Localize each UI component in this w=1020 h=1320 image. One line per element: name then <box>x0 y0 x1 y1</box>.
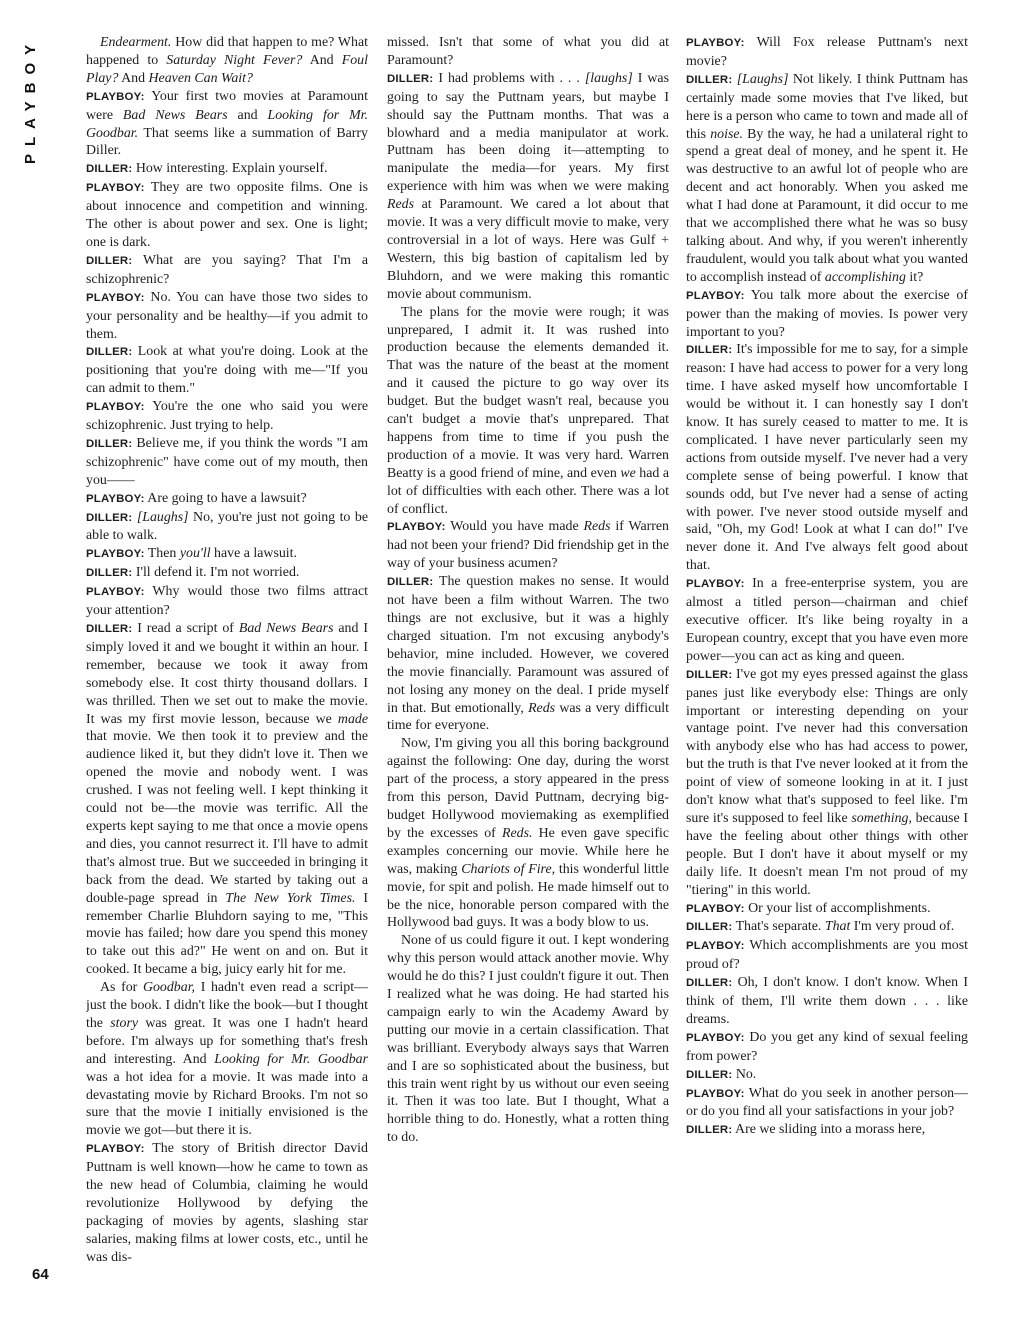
italic-run: Endearment. <box>100 35 172 50</box>
text-run: How did that happen to me? What happened to <box>86 35 368 68</box>
qa-paragraph <box>86 398 368 435</box>
qa-paragraph <box>86 583 368 620</box>
text-run: And <box>118 70 149 86</box>
speaker-subject: DILLER: <box>86 254 133 267</box>
text-run: was great. It was one I hadn't heard before. I'm always up for something that's fresh and interesting. And <box>86 1015 368 1067</box>
qa-paragraph <box>686 341 968 575</box>
speaker-subject: DILLER: <box>686 1124 733 1137</box>
speaker-subject: DILLER: <box>686 668 733 681</box>
qa-paragraph <box>686 974 968 1029</box>
speaker-interviewer: PLAYBOY: <box>86 548 145 561</box>
text-run: The story of British director David Puttnam is well known—how he came to town as the new head of Columbia, claiming he would revolutionize Hollywood by defying the packaging of movies by agents, slashing star salaries, making films at lower costs, etc., until he was dis- <box>86 1141 368 1265</box>
qa-paragraph <box>86 564 368 583</box>
body-paragraph <box>387 304 669 519</box>
speaker-interviewer: PLAYBOY: <box>686 902 745 915</box>
italic-run: we <box>620 465 636 481</box>
italic-run: Reds <box>528 700 556 716</box>
italic-run: Reds <box>583 519 611 535</box>
text-run: Do you get any kind of sexual feeling from power? <box>686 1029 968 1064</box>
text-run: because I have the feeling about other things with other people. But I don't have it about myself or my daily life. It doesn't mean I'm not proud of my "tiering" in this world. <box>686 810 968 898</box>
text-run: had a lot of difficulties with each other. There was a lot of conflict. <box>387 465 669 517</box>
text-run: it? <box>905 269 924 285</box>
text-column-1 <box>86 34 368 1284</box>
text-run: Would you have made <box>450 519 584 535</box>
text-run: and <box>227 107 268 123</box>
text-run: Look at what you're doing. Look at the positioning that you're doing with me—"If you can admit to them." <box>86 344 368 397</box>
speaker-interviewer: PLAYBOY: <box>86 90 145 103</box>
text-run: That seems like a summation of Barry Diller. <box>86 125 368 159</box>
italic-run: Saturday Night Fever? <box>166 52 303 68</box>
text-run: You talk more about the exercise of power than the making of movies. Is power very important to you? <box>686 287 968 340</box>
text-run: No. <box>735 1066 757 1082</box>
text-run: missed. Isn't that some of what you did at Paramount? <box>387 35 669 68</box>
speaker-subject: DILLER: <box>686 1068 733 1081</box>
speaker-subject: DILLER: <box>686 344 733 357</box>
qa-paragraph <box>686 575 968 666</box>
speaker-subject: DILLER: <box>86 567 133 580</box>
text-run: I'll defend it. I'm not worried. <box>135 565 300 581</box>
text-column-2 <box>387 34 669 1284</box>
speaker-interviewer: PLAYBOY: <box>86 291 145 304</box>
text-run: I remember Charlie Bluhdorn saying to me, "This movie has failed; how dare you spend this money to take out this ad?" He went on and on. But it cooked. It became a big, juicy early hit for me. <box>86 890 368 978</box>
text-run: How interesting. Explain yourself. <box>135 161 328 177</box>
text-run: I've got my eyes pressed against the glass panes just like everybody else: Things are only important or interesting depending on your vantage point. I've never had this conversation with anybody else who has had access to power, but the truth is that I've never looked at it from the point of view of someone looking in at it. I just don't know what that's supposed to feel like. I'm sure it's supposed to feel like <box>686 666 968 826</box>
qa-paragraph <box>86 289 368 344</box>
text-run: that movie. We then took it to preview and the audience liked it, but they didn't love it. Then we opened the movie and nobody went. I was crushed. I was not feeling well. I kept thinking it could not be—the movie was terrific. All the experts kept saying to me that once a movie opens and dies, you cannot resurrect it. I'll have to admit that's almost true. But we succeeded in bringing it back from the dead. We started by taking out a double-page spread in <box>86 729 368 906</box>
text-run: I'm very proud of. <box>850 919 955 935</box>
text-run: The plans for the movie were rough; it was unprepared, I admit it. It was rushed into production because the elements demanded it. That was the nature of the beast at the moment and it caused the picture to go way over its budget. But the budget wasn't real, because you can't budget a movie that's unprepared. That happens from time to time if you push the production of a movie. It was very hard. Warren Beatty is a good friend of mine, and even <box>387 304 669 481</box>
speaker-interviewer: PLAYBOY: <box>86 182 145 195</box>
qa-paragraph <box>686 900 968 919</box>
text-run: Your first two movies at Paramount were <box>86 88 368 123</box>
body-paragraph <box>387 932 669 1147</box>
text-run: They are two opposite films. One is about innocence and competition and winning. The other is about power and sex. One is light; one is dark. <box>86 180 368 250</box>
speaker-interviewer: PLAYBOY: <box>686 578 745 591</box>
qa-paragraph <box>86 343 368 398</box>
text-run: Not likely. I think Puttnam has certainly made some movies that I've liked, but here is a person who came to town and made all of this <box>686 71 968 142</box>
body-paragraph <box>86 979 368 1140</box>
qa-paragraph <box>86 435 368 490</box>
text-run: Will Fox release Puttnam's next movie? <box>686 35 968 69</box>
text-run: You're the one who said you were schizophrenic. Just trying to help. <box>86 399 368 434</box>
italic-run: Reds <box>387 197 415 213</box>
speaker-interviewer: PLAYBOY: <box>686 289 745 302</box>
text-run: have a lawsuit. <box>210 546 297 562</box>
qa-paragraph <box>86 88 368 161</box>
qa-paragraph <box>686 666 968 900</box>
italic-run: Chariots of Fire, <box>461 861 556 877</box>
text-run: Then <box>147 546 180 562</box>
italic-run: Foul Play? <box>86 52 368 86</box>
text-run: No, you're just not going to be able to walk. <box>86 509 368 544</box>
qa-paragraph <box>686 1085 968 1122</box>
italic-run: Looking for Mr. Goodbar. <box>86 107 368 141</box>
text-run: this wonderful little movie, for spit and polish. He made himself out to be the nice, honorable person compared with the Hollywood bad guys. It was a body blow to us. <box>387 861 669 931</box>
speaker-interviewer: PLAYBOY: <box>86 586 145 599</box>
text-run: He even gave specific examples concerning our movie. While here he was, making <box>387 825 669 877</box>
text-run: Oh, I don't know. I don't know. When I think of them, I'll write them down . . . like dreams. <box>686 975 968 1027</box>
speaker-subject: DILLER: <box>86 346 133 359</box>
italic-run: Heaven Can Wait? <box>148 70 253 86</box>
italic-run: Bad News Bears <box>238 621 334 636</box>
italic-run: Goodbar, <box>142 980 196 996</box>
speaker-subject: DILLER: <box>387 72 434 85</box>
qa-paragraph <box>86 620 368 979</box>
text-run: at Paramount. We cared a lot about that movie. It was a very difficult movie to make, very controversial in a lot of ways. Here was Gulf + Western, this big bastion of capitalism led by Bluhdorn, and we were making this romantic movie about communism. <box>387 197 669 302</box>
qa-paragraph <box>387 518 669 573</box>
speaker-interviewer: PLAYBOY: <box>686 1031 745 1044</box>
speaker-interviewer: PLAYBOY: <box>686 940 745 953</box>
text-run: Why would those two films attract your attention? <box>86 584 368 619</box>
text-run: As for <box>100 980 143 996</box>
text-run: I had problems with . . . <box>438 70 585 86</box>
speaker-subject: DILLER: <box>86 623 133 635</box>
text-run: None of us could figure it out. I kept wondering why this person would attack another movie. Why would he do this? I just couldn't figure it out. Then I realized what he was doing. He had started his campaign early to win the Academy Award by putting our movie in a certain classification. That was brilliant. Everybody always says that Warren and I are so sophisticated about the business, but this train went right by us without our even seeing it. Then it was too late. But I thought, What a horrible thing to do. Honestly, what a rotten thing to do. <box>387 933 669 1146</box>
body-paragraph <box>86 34 368 88</box>
qa-paragraph <box>686 937 968 974</box>
text-run: Are going to have a lawsuit? <box>147 490 307 506</box>
text-run: and I simply loved it and we bought it within an hour. I remember, because we took it away from somebody else. It cost thirty thousand dollars. I was thrilled. Then we set out to make the movie. It was my first movie lesson, because we <box>86 621 368 727</box>
italic-run: you'll <box>179 546 211 562</box>
text-run: And <box>302 52 342 68</box>
text-column-3 <box>686 34 968 1284</box>
qa-paragraph <box>86 490 368 509</box>
text-run: What do you seek in another person—or do you find all your satisfactions in your job? <box>686 1085 968 1120</box>
italic-run: Reds. <box>501 825 533 841</box>
text-run: By the way, he had a unilateral right to spend a great deal of money, and he spent it. He was destructive to an awful lot of people who are decent and act honorably. When you asked me what I had done at Paramount, it did occur to me that we accomplished there what he was so busy talking about. And why, if you weren't inherently fraudulent, would you talk about what you wanted to accomplish instead of <box>686 126 968 285</box>
qa-paragraph <box>686 287 968 342</box>
text-run: In a free-enterprise system, you are almost a titled person—chairman and chief executive officer. It's like being royalty in a European country, except that you have even more power—you can act as king and queen. <box>686 576 968 664</box>
qa-paragraph <box>86 179 368 252</box>
italic-run: That <box>824 919 851 935</box>
italic-run: Looking for Mr. Goodbar <box>214 1051 368 1067</box>
speaker-subject: DILLER: <box>686 73 733 86</box>
italic-run: The New York Times. <box>225 890 356 906</box>
italic-run: story <box>110 1015 139 1031</box>
text-run: No. You can have those two sides to your personality and be healthy—if you admit to them. <box>86 289 368 342</box>
speaker-interviewer: PLAYBOY: <box>86 492 145 505</box>
italic-run: Bad News Bears <box>122 107 228 123</box>
speaker-subject: DILLER: <box>387 576 434 589</box>
speaker-interviewer: PLAYBOY: <box>387 521 446 534</box>
text-run: Or your list of accomplishments. <box>748 900 931 916</box>
qa-paragraph <box>86 160 368 179</box>
body-paragraph <box>387 735 669 932</box>
qa-paragraph <box>387 70 669 304</box>
text-run: I read a script of <box>137 621 239 636</box>
italic-run: accomplishing <box>824 269 906 285</box>
qa-paragraph <box>686 1029 968 1066</box>
speaker-subject: DILLER: <box>86 163 133 176</box>
text-run: Now, I'm giving you all this boring background against the following: One day, during the worst part of the process, a story appeared in the press from this person, David Puttnam, decrying big-budget Hollywood moviemaking as exemplified by the excesses of <box>387 736 669 841</box>
qa-paragraph <box>387 573 669 735</box>
qa-paragraph <box>686 34 968 71</box>
italic-run: [Laughs] <box>736 71 789 87</box>
qa-paragraph <box>686 918 968 937</box>
speaker-subject: DILLER: <box>686 921 733 934</box>
article-body <box>0 34 1020 1294</box>
italic-run: [Laughs] <box>136 509 189 525</box>
qa-paragraph <box>686 71 968 287</box>
italic-run: something, <box>851 810 912 826</box>
masthead: PLAYBOY <box>22 36 39 164</box>
text-run: I was going to say the Puttnam years, but maybe I should say the Puttnam months. That was a blowhard and a media manipulator at work. Puttnam has been doing it—attempting to manipulate the media—for years. My first experience with him was when we were making <box>387 70 669 195</box>
text-run: What are you saying? That I'm a schizophrenic? <box>86 252 368 287</box>
text-run: Believe me, if you think the words "I am schizophrenic" have come out of my mouth, then you—— <box>86 435 368 488</box>
speaker-interviewer: PLAYBOY: <box>86 401 145 414</box>
text-run: The question makes no sense. It would not have been a film without Warren. The two things are not exclusive, but it was a highly charged situation. I'm not excusing anybody's behavior, mine included. However, we covered the movie financially. Paramount was assured of not losing any money on the deal. I pride myself in that. But emotionally, <box>387 574 669 716</box>
qa-paragraph <box>86 509 368 546</box>
text-run: I hadn't even read a script—just the book. I didn't like the book—but I thought the <box>86 980 368 1031</box>
qa-paragraph <box>86 1140 368 1266</box>
body-paragraph <box>387 34 669 70</box>
qa-paragraph <box>86 545 368 564</box>
qa-paragraph <box>686 1121 968 1140</box>
text-run: Are we sliding into a morass here, <box>735 1122 926 1138</box>
speaker-subject: DILLER: <box>686 977 733 990</box>
speaker-subject: DILLER: <box>86 437 133 450</box>
speaker-interviewer: PLAYBOY: <box>86 1143 145 1156</box>
text-run: Which accomplishments are you most proud of? <box>686 938 968 973</box>
text-run: if Warren had not been your friend? Did friendship get in the way of your business acumen? <box>387 519 669 572</box>
text-run: was a very difficult time for everyone. <box>387 700 669 734</box>
text-run: It's impossible for me to say, for a simple reason: I have had access to power for a very long time. I have asked myself how uncomfortable I would be without it. I can honestly say I don't know. It has surely ceased to matter to me. It is complicated. I have never particularly seen my actions from outside myself. I've never had a very complete sense of being powerful. I know that sounds odd, but I've never had a sense of acting with power. I've never stood outside myself and said, "Oh, my God! Look at what I can do!" I've never done it. And I've always felt good about that. <box>686 342 968 574</box>
italic-run: noise. <box>710 126 744 142</box>
italic-run: [laughs] <box>584 70 633 86</box>
speaker-interviewer: PLAYBOY: <box>686 37 745 49</box>
speaker-subject: DILLER: <box>86 511 133 524</box>
text-run: was a hot idea for a movie. It was made into a devastating movie by Richard Brooks. I'm not so sure that the movie I initially envisioned is the movie we got—but there it is. <box>86 1069 368 1139</box>
text-run: That's separate. <box>735 919 825 935</box>
italic-run: made <box>337 711 368 727</box>
qa-paragraph <box>686 1066 968 1085</box>
page-number: 64 <box>32 1266 49 1283</box>
qa-paragraph <box>86 252 368 289</box>
speaker-interviewer: PLAYBOY: <box>686 1087 745 1100</box>
